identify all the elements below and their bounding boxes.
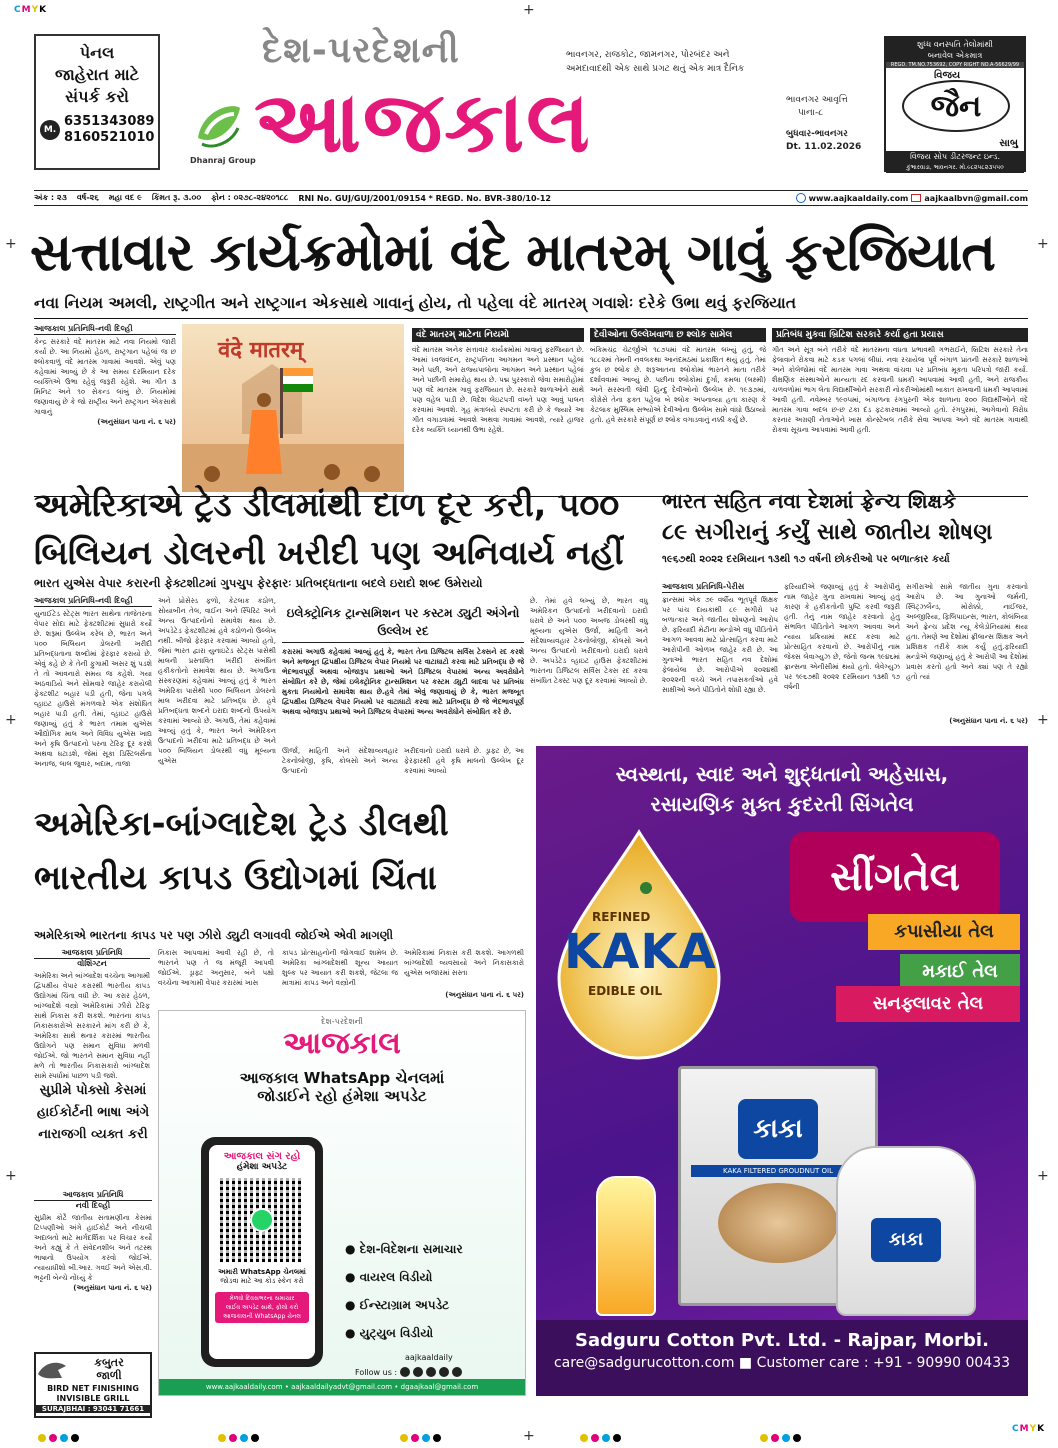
registration-mark-bottom: + bbox=[523, 1428, 535, 1444]
wa-phone-foot2: લાઈવ અપડેટ સાથે, ફોલો કરો bbox=[225, 1304, 299, 1311]
kaka-brand: KAKA bbox=[564, 924, 717, 980]
wa-line1: આજકાલ WhatsApp ચેનલમાં bbox=[239, 1069, 445, 1087]
logo-main: આજકાલ bbox=[254, 73, 592, 171]
bangla-col2: નિકાસ આપવામાં આવી રહી છે, તો ભારતને પણ તે જ મંજૂરી આપવી જોઈએ. ડ્રાફ્ટ અનુસાર, બંને પક્ષો વચ્ચેના આગામી વેપાર કરારમાં ખાસ bbox=[158, 949, 274, 987]
wa-handle: aajkaaldaily bbox=[405, 1353, 453, 1362]
wa-phone-join2: જોડવા માટે આ કોડ સ્કેન કરો bbox=[220, 1277, 304, 1285]
usa-inset-title: ઇલેક્ટ્રોનિક ટ્રાન્સમિશન પર કસ્ટમ ડ્યુટી અંગેનો ઉલ્લેખ રદ bbox=[282, 604, 524, 643]
bharat-mata-illustration bbox=[182, 324, 404, 492]
youtube-icon[interactable] bbox=[426, 1367, 436, 1377]
bird-net-line3: BIRD NET FINISHING bbox=[47, 1384, 139, 1393]
color-dots-5 bbox=[760, 1434, 801, 1442]
usa-col5: છે. તેમાં હવે લખ્યું છે, ભારત વધુ અમેરિકન ઉત્પાદનો ખરીદવાનો ઇરાદો ધરાવે છે અને ૫૦૦ અબજ ડોલરથી વધુ મૂલ્યના યુએસ ઉર્જા, માહિતી અને સંદેશાવ્યવહાર ટેકનોલોજી, કોલસો અને અન્ય ઉત્પાદનો ખરીદવાનો ઇરાદો ધરાવે છે. અપડેટેડ વ્હાઇટ હાઉસ ફેક્ટશીટમાં ભારતના ડિજિટલ સર્વિસ ટેક્સ રદ કરવા સંબંધિત ટેક્સ્ટ પણ દૂર કરવામાં આવ્યો છે. bbox=[530, 597, 648, 685]
usa-byline: આજકાલ પ્રતિનિધિ-નવી દિલ્હી bbox=[34, 596, 152, 607]
usa-col2: અને પ્રોસેસ્ડ ફળો, કેટલાક કઠોળ, સોયાબીન તેલ, વાઈન અને સ્પિરિટ અને અન્ય ઉત્પાદનોનો સમાવેશ થાય છે. અપડેટેડ ફેક્ટશીટમાં હવે કઠોળનો ઉલ્લેખ નથી. બીજો ફેરફાર કરવામાં આવ્યો હતો, જેમાં ભારત દ્વારા યુનાઇટેડ સ્ટેટ્સ પાસેથી માલની પ્રસ્તાવિત ખરીદી સંબંધિત હકીકતોનો સમાવેશ થાય છે. અગાઉના સંસ્કરણમાં કહેવામાં આવ્યું હતું કે ભારત અમેરિકા પાસેથી ૫૦૦ બિલિયન ડોલરનો માલ ખરીદવા માટે પ્રતિબદ્ધ છે. હવે પ્રતિબદ્ધતા શબ્દને ઇરાદા શબ્દનો ઉપયોગ કરવામાં આવ્યો છે. અગાઉ, તેમાં કહેવામાં આવ્યું હતું કે, ભારત અને અમેરિકન ઉત્પાદનો ખરીદવા માટે પ્રતિબદ્ધ છે અને ૫૦૦ બિલિયન ડોલરથી વધુ મૂલ્યના યુએસ bbox=[158, 597, 276, 765]
lead-image bbox=[182, 324, 404, 492]
wa-feature-2: ● વાયરલ વિડીયો bbox=[345, 1270, 433, 1284]
jain-top1: શુધ્ધ વનસ્પતિ તેલોમાંથી bbox=[917, 40, 993, 49]
date: Dt. 11.02.2026 bbox=[786, 142, 862, 152]
jain-top bbox=[886, 38, 1024, 62]
usa-inset-body: કરારમાં અગાઉ કહેવામાં આવ્યું હતું કે, ભારત તેના ડિજિટલ સર્વિસ ટેક્સને રદ કરશે અને મજબૂત દ્વિપક્ષીય ડિજિટલ વેપાર નિયમો પર વાટાઘાટો કરવા માટે પ્રતિબદ્ધ છે જે ભેદભાવપૂર્ણ અથવા બોજારૂપ પ્રથાઓ અને ડિજિટલ વેપારમાં અન્ય અવરોધોને સંબોધિત કરે છે, જેમાં ઇલેક્ટ્રોનિક ટ્રાન્સમિશન પર કસ્ટમ ડ્યુટી લાદવા પર પ્રતિબંધ મુકતા નિયમોનો સમાવેશ થાય છે.હવે તેમાં એવું જણાવાયું છે કે, ભારત મજબૂત દ્વિપક્ષીય ડિજિટલ વેપાર નિયમો પર વાટાઘાટો કરવા માટે પ્રતિબદ્ધ છે જે ભેદભાવપૂર્ણ અથવા બોજારૂપ પ્રથાઓ અને ડિજિટલ વેપારમાં અન્ય અવરોધોને સંબોધિત કરે છે. bbox=[282, 648, 524, 716]
registration-mark-left3: + bbox=[5, 1168, 17, 1184]
bangla-dateline: વોશિંગ્ટન bbox=[77, 959, 107, 968]
jain-bottom: વિજય સોપ ડીટરજન્ટ ઇન્ડ. bbox=[909, 152, 1000, 161]
panel-ad-phone2: 8160521010 bbox=[64, 130, 155, 145]
bangla-col3: કાપડ પ્રોત્સાહનોની જોગવાઈ શામેલ છે. અમેરિકા બાંગ્લાદેશથી શૂન્ય આયાત શુલ્ક પર આયાત કરી શકશે, જેટલા જ માત્રામાં કાપડ અને વસ્ત્રોની bbox=[282, 949, 398, 987]
french-col1-text: ફ્રાન્સમાં એક ૭૯ વર્ષીય ભૂતપૂર્વ શિક્ષક પર પાંચ દાયકાથી ૮૯ સગીરો પર બળાત્કાર અને જાતીય શોષણનો આરોપ છે. ફરિયાદી મેટીના મન્ડોએ વધુ પીડિતોને આગળ આવવા માટે પ્રોત્સાહિત કરવા માટે આરોપીની ઓળખ જાહેર કરી છે. આ ગુનાઓ ભારત સહિત નવ દેશોમાં ફેલાયેલા છે. આરોપીએ ૨૦૨૪થી ૨૦૨૨ની વચ્ચે અને તપાસકર્તાઓ હવે સાક્ષીઓ અને પીડિતોને શોધી રહ્યા છે. bbox=[662, 596, 778, 694]
color-dots-3 bbox=[400, 1434, 441, 1442]
groundnut-image bbox=[718, 1183, 838, 1263]
bangla-col4: અમેરિકામાં નિકાસ કરી શકશે. આગળથી બાંગ્લાદેશી વ્યવસાયો અને નિકાસકારો યુએસ બજારમાં સસ્તા bbox=[404, 949, 524, 977]
french-headline2: ૮૯ સગીરાનું કર્યું સાથે જાતીય શોષણ bbox=[662, 520, 993, 545]
pocso-byline: આજકાલ પ્રતિનિધિ bbox=[34, 1190, 152, 1201]
panel-ad-line1: પેનલ bbox=[79, 43, 115, 62]
info-web[interactable]: www.aajkaaldaily.com bbox=[808, 193, 909, 203]
kaka-refined: REFINED bbox=[592, 910, 651, 924]
bangla-byline: આજકાલ પ્રતિનિધિ bbox=[34, 948, 150, 959]
whatsapp-follow-icon[interactable] bbox=[439, 1367, 449, 1377]
cmyk-mark-bottom: CMYK bbox=[1012, 1424, 1046, 1434]
lead-box2 bbox=[590, 328, 766, 494]
kaka-oil1: સીંગતેલ bbox=[790, 832, 1000, 922]
wa-footer: www.aajkaaldaily.com • aajkaaldailyadvt@gmail.com • dgaajkaal@gmail.com bbox=[159, 1379, 525, 1395]
french-col1 bbox=[662, 582, 778, 728]
box1-body: વંદે માતરમ અનેક સત્તાવાર કાર્યક્રમોમાં ગાવાનું ફરજિયાત છે. આમાં ધ્વજવંદન, રાષ્ટ્રપતિના આગમન અને પ્રસ્થાન પહેલાં અને પછી, અને રાજ્યપાલોના આગમન અને પ્રસ્થાન પહેલાં અને પછીની સમારોહ થાય છે. પદ્મ પુરસ્કારો જેવા સમારોહોમાં પણ વંદે માતરમ ગાવું ફરજિયાત છે. સરકારે શાળાઓને સાથે પણ વહેલ પાડી છે. વિદેશ લેઇટપત્રી વખતે પણ આવું પાલન કરવામાં આવશે. ગૃહ મંત્રાલયે સ્પષ્ટતા કરી છે કે જ્યારે આ ગીત વગાડવામાં આવશે અથવા ગાવામાં આવશે, ત્યારે હાજર દરેક વ્યક્તિ ધ્યાનથી ઉભા રહેશે. bbox=[412, 346, 584, 434]
panel-ad-phone1: 6351343089 bbox=[64, 114, 155, 129]
wa-follow bbox=[355, 1367, 462, 1377]
french-headline1: ભારત સહિત નવા દેશમાં ફ્રેન્ચ શિક્ષકે bbox=[662, 489, 957, 513]
french-subhead: ૧૯૬૭થી ૨૦૨૨ દરમિયાન ૧૩થી ૧૭ વર્ષની છોકરીઓ પર બળાત્કાર કર્યા bbox=[662, 554, 950, 565]
cmyk-mark-top: CMYK bbox=[14, 5, 48, 15]
kaka-jar bbox=[836, 1146, 976, 1316]
usa-col1-text: યુનાઈટેડ સ્ટેટ્સ ભારત સાથેના તાજેતરના વેપાર સોદા માટે ફેક્ટશીટમાં સુધારો કર્યો છે. શરૂમાં ઉલ્લેખ કરેલ છે, ભારત અને ૫૦૦ બિલિયન ડોલરની ખરીદી પ્રતિબદ્ધતાના શબ્દોમાં ફેરફાર કરાયો છે. એવું કહે છે કે તેની ફુગામી અસર શું પડશે તે તો આવનારો સમય જ કહેશે. ગયા અઠવાડિયે અને સોમવારે જાહેર કરાયેલી ફેક્ટશીટ બહાર પડી હતી, જેના પગલે વ્હાઇટ હાઉસે મંગળવારે એક સંશોધિત બહાર પાડી હતી. તેમાં, વ્હાઇટ હાઉસે જણાવ્યું હતું કે ભારત તમામ યુએસ ઔદ્યોગિક માલ અને વિવિધ યુએસ ખાદ્ય અને કૃષિ ઉત્પાદનો પરના ટેરિફ દૂર કરશે અથવા ઘટાડશે, જેમાં સૂકા ડિસ્ટિલર્સના અનાજ, લાલ જુવાર, બદામ, તાજા bbox=[34, 610, 152, 768]
lead-byline: આજકાલ પ્રતિનિધિ-નવી દિલ્હી bbox=[34, 324, 176, 335]
bird-net-line1: કબુતર bbox=[94, 1356, 124, 1369]
kaka-contact: care@sadgurucotton.com ■ Customer care : +91 - 90990 00433 bbox=[553, 1355, 1011, 1371]
cities-line2: અમદાવાદથી એક સાથે પ્રગટ થતું એક માત્ર દૈનિક bbox=[566, 64, 745, 74]
box2-body: બંકિમચંદ્ર ચેટર્જીએ ૧૮૭૫માં વંદે માતરમ લખ્યું હતું, જે ૧૮૮૨માં તેમની નવલકથા આનંદમઠમાં પ્રકાશિત થયું હતું. તેમાં કુલ છ શ્લોક છે. શરૂઆતના શ્લોકોમાં ભારતને માતા તરીકે દર્શાવવામાં આવ્યું છે. પછીના શ્લોકોમાં દુર્ગા, કમલા (લક્ષ્મી) અને સરસ્વતી જેવી હિન્દુ દેવીઓનો ઉલ્લેખ છે. ૧૯૩૭માં, કોંગ્રેસે તેના ફક્ત પહેલા બે શ્લોક અપનાવ્યા હતા કારણ કે કેટલાક મુસ્લિમ સભ્યોએ દેવીઓના ઉલ્લેખ સામે વાંધો ઉઠાવ્યો હતો. હવે સરકારે સંપૂર્ણ છ શ્લોક વગાડવાનું નક્કી કર્યું છે. bbox=[590, 346, 766, 424]
lead-body-text: કેન્દ્ર સરકારે વંદે માતરમ માટે નવા નિયમો જારી કર્યા છે. આ નિયમો હેઠળ, રાષ્ટ્રગાન પહેલાં જ છ શ્લોકવાળું વંદે માતરમ ગાવામાં આવશે. એવું પણ કહેવામાં આવ્યું છે કે આ સમય દરમિયાન દરેક વ્યક્તિએ ઉભા રહેવું જરૂરી રહેશે. આ ગીત ૩ મિનિટ અને ૧૦ સેકન્ડ લાંબું છે. નિયમોમાં જણાવાયું છે કે જો રાષ્ટ્રીય અને રાષ્ટ્રગાન એકસાથે ગાવાનું bbox=[34, 338, 176, 416]
box1-title: વંદે માતરમ્ માટેના નિયમો bbox=[412, 328, 584, 342]
kaka-oil3: મકાઈ તેલ bbox=[900, 954, 1020, 990]
kaka-tin-sub: KAKA FILTERED GROUDNUT OIL bbox=[691, 1165, 865, 1177]
jain-top2: બનાવેલ એકમાત્ર bbox=[927, 51, 983, 60]
bangla-col1 bbox=[34, 948, 151, 1080]
kaka-oil4: સનફ્લાવર તેલ bbox=[836, 986, 1020, 1022]
masthead-cities bbox=[566, 48, 762, 76]
kaka-oil2: કપાસીયા તેલ bbox=[868, 914, 1020, 950]
bird-net-line2: જાળી bbox=[96, 1369, 122, 1382]
dhanraj-label: Dhanraj Group bbox=[190, 156, 256, 165]
dhanraj-logo bbox=[192, 98, 244, 158]
usa-subhead: ભારત યુએસ વેપાર કરારની ફેક્ટશીટમાં ગુપચુપ ફેરફારઃ પ્રતિબદ્ધતાના બદલે ઇરાદો શબ્દ ઉમેરાયો bbox=[34, 576, 483, 590]
edition-info bbox=[786, 94, 861, 154]
wa-feature-1: ● દેશ-વિદેશના સમાચાર bbox=[345, 1242, 463, 1256]
wa-line2: જોડાઈને રહો હંમેશા અપડેટ bbox=[257, 1087, 427, 1105]
wa-phone-title2: હંમેશા અપડેટ bbox=[236, 1162, 288, 1172]
usa-col3: ઊર્જા, માહિતી અને સંદેશાવ્યવહાર ટેકનોલોજી, કૃષિ, કોલસો અને અન્ય ઉત્પાદનો bbox=[282, 747, 398, 775]
pigeon-icon bbox=[36, 1356, 68, 1382]
bangla-col1-text: અમેરિકા અને બાંગ્લાદેશ વચ્ચેના આગામી દ્વિપક્ષીય વેપાર કરારથી ભારતીય કાપડ ઉદ્યોગમાં ચિંતા વધી છે. આ કરાર હેઠળ, બાંગ્લાદેશે વસ્ત્રો અમેરિકામાં ઝીરો ટેરિફ સાથે નિકાસ કરી શકશે. ભારતના કાપડ નિકાસકારોએ સરકારને માંગ કરી છે કે, અમેરિકા સાથે થનાર કરારમાં ભારતીય ઉદ્યોગને પણ સમાન સુવિધા મળવી જોઈએ. જો ભારતને સમાન સુવિધા નહીં મળે તો ભારતીય નિકાસકારો બાંગ્લાદેશ સામે સ્પર્ધામાં પાછળ પડી જશે. bbox=[34, 972, 151, 1080]
cities-line1: ભાવનગર, રાજકોટ, જામનગર, પોરબંદર અને bbox=[566, 50, 730, 60]
registration-mark-top: + bbox=[523, 2, 535, 18]
wa-logo-small: દેશ-પરદેશની bbox=[321, 1017, 363, 1026]
kaka-oil-ad bbox=[536, 746, 1028, 1396]
bangla-subhead: અમેરિકાએ ભારતના કાપડ પર પણ ઝીરો ડ્યુટી લગાવવી જોઈએ એવી માગણી bbox=[34, 928, 394, 942]
bangla-cont: (અનુસંધાન પાના નં. ૬ પર) bbox=[445, 991, 524, 999]
wa-logo: આજકાલ bbox=[283, 1026, 401, 1061]
registration-mark-right2: + bbox=[1037, 712, 1049, 728]
pocso-cont: (અનુસંધાન પાના નં. ૬ પર) bbox=[73, 1284, 152, 1292]
usa-inset bbox=[282, 604, 524, 744]
jain-addr: કુંભારવાડા, ભાવનગર. મો.૯૮૨૫૮૨૩૫૫૦ bbox=[906, 164, 1004, 171]
kaka-tag2: રસાયણિક મુક્ત કુદરતી સિંગતેલ bbox=[650, 792, 914, 816]
web-icon bbox=[796, 193, 806, 203]
registration-mark-right1: + bbox=[1037, 236, 1049, 252]
jain-reg: REGD. TM.NO.753692, COPY RIGHT NO.A-56629/99 bbox=[886, 62, 1024, 68]
wa-phone-title1: આજકાલ સંગ રહો bbox=[223, 1151, 301, 1162]
wa-phone-foot1: મેળવો દિવસભરના સમાચાર bbox=[229, 1295, 295, 1302]
kaka-edible: EDIBLE OIL bbox=[588, 984, 663, 998]
french-col3: સગીરાઓ સામે જાતીય ગુના કરવાનો આરોપ છે. આ ગુનાઓ જર્મની, સ્વિટ્ઝર્લેન્ડ, મોરોક્કો, નાઈજર, અલ્જીરિયા, ફિલિપાઇન્સ, ભારત, કોલંબિયા અને ફ્રેન્ચ પ્રદેશ ન્યૂ કેલેડોનિયામાં થયા હતા. તેમણે આ દેશોમાં ફ્રીલાન્સ શિક્ષક અને પ્રશિક્ષક તરીકે કામ કર્યું હતું.ફરિયાદી મન્ડોએ જણાવ્યું હતું કે આરોપી આ દેશોમાં પ્રવાસ કરતો હતો અને ક્યાં પણ તે રહ્યો હતો ત્યાં bbox=[906, 583, 1029, 681]
info-price: કિંમત રૂ. ૩.૦૦ bbox=[151, 193, 202, 202]
twitter-icon[interactable] bbox=[452, 1367, 462, 1377]
pocso-body bbox=[34, 1190, 152, 1350]
usa-col4: ખરીદવાનો ઇરાદો ધરાવે છે. ડ્રાફ્ટ છે, આ ફેરફારથી હવે કૃષિ માલનો ઉલ્લેખ દૂર કરવામાં આવ્યો bbox=[404, 747, 524, 775]
info-tithi: મહા વદ ૯ bbox=[108, 193, 142, 202]
pocso-headline: સુપ્રીમે પોક્સો કેસમાં હાઈકોર્ટની ભાષા અંગે નારાજગી વ્યક્ત કરી bbox=[36, 1083, 150, 1142]
bird-net-ad bbox=[34, 1352, 152, 1418]
jain-vijay: વિજય bbox=[934, 70, 961, 81]
color-dots-left bbox=[38, 1434, 79, 1442]
pocso-body-text: સુપ્રીમ કોર્ટે જાતીય સતામણીના કેસમાં ટિપ્પણીઓ અંગે હાઈકોર્ટ અને નીચલી અદાલતો માટે માર્ગદર્શિકા પર વિચાર કર્યો અને કહ્યું કે તે સંવેદનશીલ અને તટસ્થ ભાષાનો ઉપયોગ કરવો જોઈએ. ન્યાયાધીશો બી.આર. ગવઈ અને એસ.વી. ભટ્ટની બેન્ચે નોંધ્યું કે bbox=[34, 1214, 152, 1282]
french-byline: આજકાલ પ્રતિનિધિ-પેરીસ bbox=[662, 582, 778, 593]
color-dots-4 bbox=[580, 1434, 621, 1442]
bird-net-line5: SURAJBHAI : 93041 71661 bbox=[36, 1405, 150, 1413]
box2-title: દેવીઓના ઉલ્લેખવાળા છ શ્લોક સામેલ bbox=[590, 328, 766, 342]
wa-follow-label: Follow us : bbox=[355, 1367, 398, 1377]
facebook-icon[interactable] bbox=[400, 1367, 410, 1377]
usa-col1 bbox=[34, 596, 152, 766]
lead-subhead: નવા નિયમ અમલી, રાષ્ટ્રગીત અને રાષ્ટ્રગાન એકસાથે ગાવાનું હોય, તો પહેલા વંદે માતરમ્ ગવાશેઃ દરેકે ઉભા થવું ફરજિયાત bbox=[34, 294, 796, 312]
kaka-tin-brand: કાકા bbox=[738, 1099, 818, 1159]
lead-body bbox=[34, 324, 176, 494]
info-phone: ફોન : ૦૨૭૮-૨૪૨૦૧૮૮ bbox=[211, 193, 289, 202]
whatsapp-ad bbox=[158, 1010, 526, 1396]
info-ank: અંક : ૨૩ bbox=[34, 193, 67, 202]
instagram-icon[interactable] bbox=[413, 1367, 423, 1377]
dhanraj-leaf-icon bbox=[192, 98, 244, 154]
usa-headline1: અમેરિકાએ ટ્રેડ ડીલમાંથી દાળ દૂર કરી, ૫૦૦ bbox=[34, 485, 620, 524]
box3-title: પ્રતિબંધ મુકવા બ્રિટિશ સરકારે કર્યા હતા પ્રયાસ bbox=[772, 328, 1028, 342]
bangla-headline1: અમેરિકા-બાંગ્લાદેશ ટ્રેડ ડીલથી bbox=[34, 804, 449, 844]
jain-brand: જૈન bbox=[902, 80, 1010, 132]
box3-body: ગીત અને સૂત્ર બંને તરીકે વંદે માતરમના વધતા પ્રભાવથી ગભરાઈને, બ્રિટિશ સરકારે તેના ફેલાવાને રોકવા માટે કડક પગલાં લીધાં. નવા રચાયેલા પૂર્વ બંગાળ પ્રાંતની સરકારે શાળાઓ અને કોલેજોમાં વંદે માતરમ ગાવા અથવા વાંચવા પર પ્રતિબંધ મૂકતા પરિપત્રો જારી કર્યા. શૈક્ષણિક સંસ્થાઓને માન્યતા રદ કરવાની ધમકી આપવામાં આવી હતી, અને રાજકીય ચળવળોમાં ભાગ લેતા વિદ્યાર્થીઓને સરકારી નોકરીઓમાંથી બાકાત રાખવાની ધમકી આપવામાં આવી હતી. નવેમ્બર ૧૯૦૫માં, બંગાળના રંગપુરની એક શાળાના ૨૦૦ વિદ્યાર્થીઓને વંદે માતરમ ગાવા બદલ છ-છ ટકા દંડ ફટકારવામાં આવ્યો હતો. રંગપુરમાં, આગેવાનો વિરોધ કરનાર અગ્રણી નેતાઓને ખાસ કોન્સ્ટેબલ તરીકે સેવા આપવા અને વંદે માતરમ ગાવાથી રોકવા સૂચના આપવામાં આવી હતી. bbox=[772, 346, 1028, 434]
color-dots-2 bbox=[218, 1434, 259, 1442]
kaka-bottle bbox=[596, 1176, 656, 1316]
wa-feature-list bbox=[345, 1235, 463, 1347]
panel-ad-line3: સંપર્ક કરો bbox=[65, 87, 129, 106]
day: બુધવાર-ભાવનગર bbox=[786, 129, 848, 139]
pages: પાના-૮ bbox=[798, 108, 824, 118]
kaka-company: Sadguru Cotton Pvt. Ltd. - Rajpar, Morbi. bbox=[575, 1330, 989, 1351]
pocso-dateline: નવી દિલ્હી bbox=[75, 1201, 111, 1210]
wa-phone-foot3: આજકાલની WhatsApp ચેનલ bbox=[223, 1313, 301, 1320]
whatsapp-icon bbox=[250, 1208, 274, 1232]
registration-mark-right3: + bbox=[1037, 1168, 1049, 1184]
info-email[interactable]: aajkaalbvn@gmail.com bbox=[924, 193, 1028, 203]
panel-ad-box bbox=[34, 34, 160, 170]
vande-mataram-text: वंदे मातरम् bbox=[218, 338, 304, 363]
mobile-icon: M. bbox=[40, 120, 60, 140]
email-icon bbox=[911, 194, 921, 202]
bangla-headline2: ભારતીય કાપડ ઉદ્યોગમાં ચિંતા bbox=[34, 858, 438, 898]
wa-feature-4: ● યુટ્યુબ વિડીયો bbox=[345, 1326, 434, 1340]
french-cont: (અનુસંધાન પાના નં. ૬ પર) bbox=[949, 717, 1028, 725]
lead-headline: સત્તાવાર કાર્યક્રમોમાં વંદે માતરમ્ ગાવું ફરજિયાત bbox=[30, 223, 995, 283]
panel-ad-line2: જાહેરાત માટે bbox=[54, 65, 140, 84]
info-bar bbox=[34, 190, 1028, 206]
info-rni: RNI No. GUJ/GUJ/2001/09154 * REGD. No. BVR-380/10-12 bbox=[298, 193, 551, 203]
info-year: વર્ષ-૨૬ bbox=[76, 193, 99, 202]
kaka-tag1: સ્વસ્થતા, સ્વાદ અને શુદ્ધતાનો અહેસાસ, bbox=[615, 762, 949, 786]
wa-phone bbox=[201, 1137, 323, 1367]
wa-feature-3: ● ઈન્સ્ટાગ્રામ અપડેટ bbox=[345, 1298, 450, 1312]
kaka-jar-brand: કાકા bbox=[871, 1218, 941, 1262]
logo-small: દેશ-પરદેશની bbox=[262, 30, 460, 71]
bird-net-line4: INVISIBLE GRILL bbox=[56, 1394, 130, 1403]
registration-mark-left2: + bbox=[5, 712, 17, 728]
jain-soap: સાબુ bbox=[999, 138, 1018, 149]
lead-box3 bbox=[772, 328, 1028, 494]
edition: ભાવનગર આવૃત્તિ bbox=[786, 95, 848, 105]
usa-headline2: બિલિયન ડોલરની ખરીદી પણ અનિવાર્ય નહીં bbox=[34, 533, 624, 572]
lead-box1 bbox=[412, 328, 584, 494]
jain-soap-ad bbox=[884, 36, 1026, 172]
registration-mark-left1: + bbox=[5, 236, 17, 252]
wa-phone-join: અમારી WhatsApp ચેનલમાં bbox=[218, 1268, 306, 1276]
lead-cont: (અનુસંધાન પાના નં. ૬ પર) bbox=[97, 418, 176, 426]
wa-qr-code[interactable] bbox=[220, 1178, 304, 1262]
french-col2: ફરિયાદીએ જણાવ્યું હતું કે આરોપીનું નામ જાહેર ગુના રાખવામાં આવ્યું હતું કારણ કે હકીકતોની પુષ્ટિ કરવી જરૂરી હતી. તેનું નામ જાહેર કરવાનો હેતુ સંભવિત પીડિતોને આગળ આવવા અને ન્યાય પ્રક્રિયામાં મદદ કરવા માટે પ્રોત્સાહિત કરવાનો છે. આરોપીનું નામ જેક્સ લેવાગ્યુઝ છે, જેનો જન્મ ૧૯૪૬માં ફ્રાન્સના એનીસીમાં થયો હતો. લેવેગ્યુઝ પર ૧૯૬૭થી ૨૦૨૨ દરમિયાન ૧૩થી ૧૭ વર્ષની bbox=[784, 583, 900, 691]
